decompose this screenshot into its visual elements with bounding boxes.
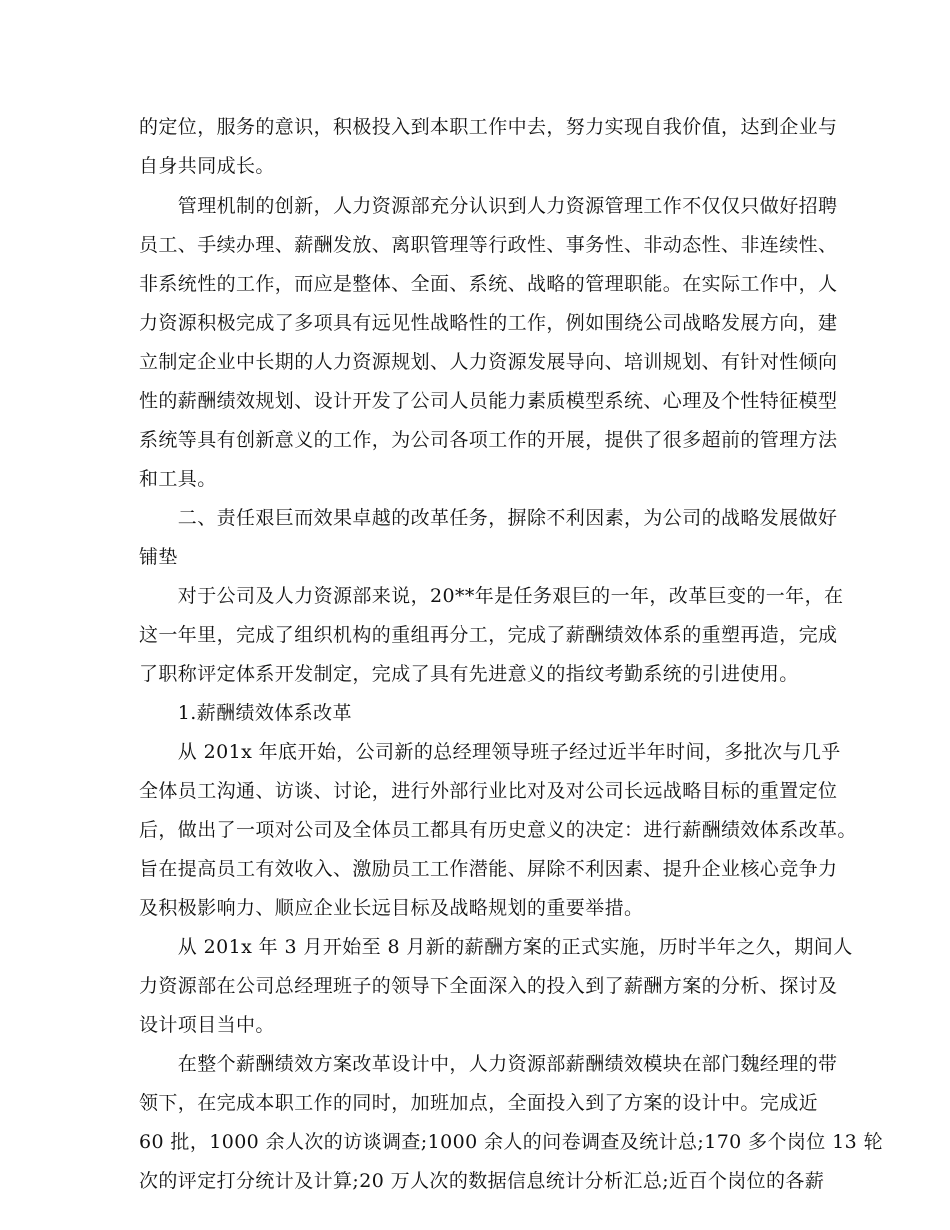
text-line: 在整个薪酬绩效方案改革设计中，人力资源部薪酬绩效模块在部门魏经理的带 [139,1053,838,1075]
text-line: 旨在提高员工有效收入、激励员工工作潜能、屏除不利因素、提升企业核心竞争力 [139,858,838,880]
text-line: 系统等具有创新意义的工作，为公司各项工作的开展，提供了很多超前的管理方法 [139,429,838,451]
subsection-heading: 1.薪酬绩效体系改革 [139,702,352,724]
text-line: 立制定企业中长期的人力资源规划、人力资源发展导向、培训规划、有针对性倾向 [139,351,838,373]
text-line: 力资源部在公司总经理班子的领导下全面深入的投入到了薪酬方案的分析、探讨及 [139,975,838,997]
text-line: 自身共同成长。 [139,155,275,177]
text-line: 后，做出了一项对公司及全体员工都具有历史意义的决定：进行薪酬绩效体系改革。 [139,819,857,841]
text-line: 的定位，服务的意识，积极投入到本职工作中去，努力实现自我价值，达到企业与 [139,116,838,138]
text-line: 及积极影响力、顺应企业长远目标及战略规划的重要举措。 [139,897,644,919]
text-line: 员工、手续办理、薪酬发放、离职管理等行政性、事务性、非动态性、非连续性、 [139,234,838,256]
text-line: 60 批，1000 余人次的访谈调查;1000 余人的问卷调查及统计总;170 多个岗位 13 轮 [139,1131,883,1153]
text-line: 领下，在完成本职工作的同时，加班加点，全面投入到了方案的设计中。完成近 [139,1092,819,1114]
text-line: 从 201x 年 3 月开始至 8 月新的薪酬方案的正式实施，历时半年之久，期间人 [139,936,853,958]
text-line: 非系统性的工作，而应是整体、全面、系统、战略的管理职能。在实际工作中，人 [139,273,838,295]
text-line: 性的薪酬绩效规划、设计开发了公司人员能力素质模型系统、心理及个性特征模型 [139,390,838,412]
section-heading: 铺垫 [139,546,178,568]
text-line: 对于公司及人力资源部来说，20**年是任务艰巨的一年，改革巨变的一年，在 [139,585,844,607]
text-line: 和工具。 [139,468,217,490]
text-line: 力资源积极完成了多项具有远见性战略性的工作，例如围绕公司战略发展方向，建 [139,312,838,334]
text-line: 全体员工沟通、访谈、讨论，进行外部行业比对及对公司长远战略目标的重置定位 [139,780,838,802]
text-line: 次的评定打分统计及计算;20 万人次的数据信息统计分析汇总;近百个岗位的各薪 [139,1170,825,1192]
text-line: 从 201x 年底开始，公司新的总经理领导班子经过近半年时间，多批次与几乎 [139,741,841,763]
text-line: 管理机制的创新，人力资源部充分认识到人力资源管理工作不仅仅只做好招聘 [139,195,838,217]
text-line: 设计项目当中。 [139,1014,275,1036]
section-heading: 二、责任艰巨而效果卓越的改革任务，摒除不利因素，为公司的战略发展做好 [139,507,838,529]
text-line: 了职称评定体系开发制定，完成了具有先进意义的指纹考勤系统的引进使用。 [139,663,799,685]
text-line: 这一年里，完成了组织机构的重组再分工，完成了薪酬绩效体系的重塑再造，完成 [139,624,838,646]
